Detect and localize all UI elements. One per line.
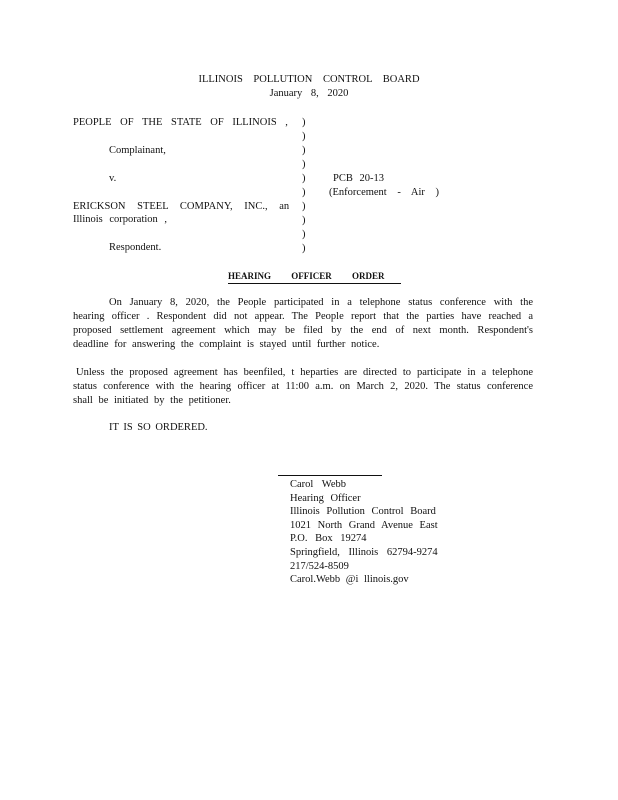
signer-email[interactable]: Carol.Webb @i llinois.gov xyxy=(290,574,409,586)
defendant-name-line1: ERICKSON STEEL COMPANY, INC., an xyxy=(73,201,290,212)
order-date: January 8, 2020 xyxy=(269,88,349,99)
signer-city: Springfield, Illinois 62794-9274 xyxy=(290,546,438,558)
signer-name: Carol Webb xyxy=(290,479,346,490)
signer-street: 1021 North Grand Avenue East xyxy=(290,519,438,531)
order-paragraph-1: On January 8, 2020, the People participated in a telephone status conference with the hearing officer . Respondent did not appear. The People report that the parties have reached a proposed settlement agreement which may be filed by the end of next month. Respondent's deadline for answering the complaint is stayed until further notice. xyxy=(73,297,533,350)
signer-title: Hearing Officer xyxy=(290,492,361,504)
signature-block xyxy=(290,478,438,587)
order-closing: IT IS SO ORDERED. xyxy=(109,422,208,433)
signer-agency: Illinois Pollution Control Board xyxy=(290,506,436,518)
versus-label: v. xyxy=(109,173,117,184)
agency-header: ILLINOIS POLLUTION CONTROL BOARD xyxy=(198,74,420,85)
order-paragraph-2: Unless the proposed agreement has beenfiled, t heparties are directed to participate in a telephone status conference with the hearing officer at 11:00 a.m. on March 2, 2020. The status conference shall be initiated by the petitioner. xyxy=(73,367,533,406)
defendant-name-line2: Illinois corporation , xyxy=(73,214,168,225)
case-type: (Enforcement - Air ) xyxy=(329,187,440,198)
signature-line xyxy=(278,475,382,476)
caption-parentheses: ) ) ) ) ) ) ) ) ) ) xyxy=(302,117,306,254)
plaintiff-name: PEOPLE OF THE STATE OF ILLINOIS , xyxy=(73,117,288,128)
signer-phone: 217/524-8509 xyxy=(290,560,349,572)
plaintiff-role: Complainant, xyxy=(109,145,166,156)
defendant-role: Respondent. xyxy=(109,242,162,253)
order-title: HEARING OFFICER ORDER xyxy=(228,269,401,284)
case-number: PCB 20-13 xyxy=(333,173,384,184)
signer-po-box: P.O. Box 19274 xyxy=(290,533,367,545)
